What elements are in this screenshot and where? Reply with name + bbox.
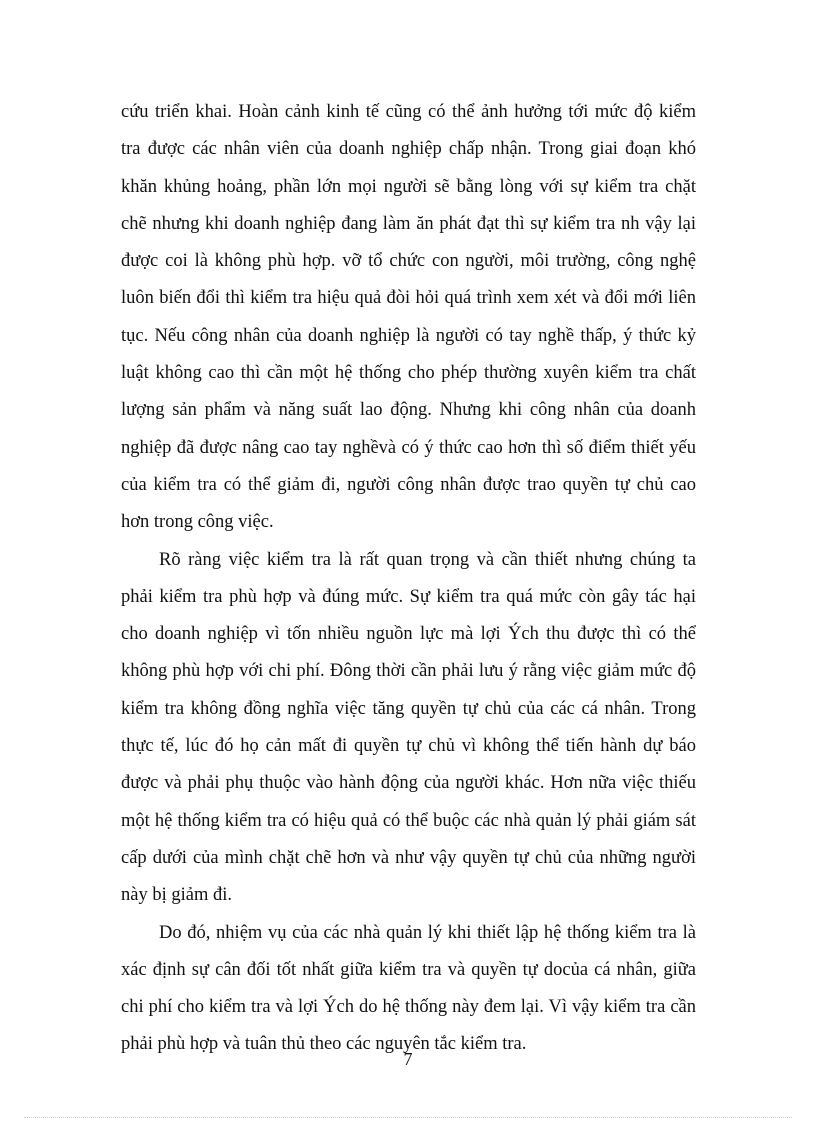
text-line: tục. Nếu công nhân của doanh nghiệp là người có tay nghề thấp, ý thức kỷ bbox=[121, 325, 696, 346]
text-line: lượng sản phẩm và năng suất lao động. Nhưng khi công nhân của doanh bbox=[121, 400, 696, 421]
text-line: phải kiểm tra phù hợp và đúng mức. Sự kiểm tra quá mức còn gây tác hại bbox=[121, 586, 696, 607]
text-line: một hệ thống kiểm tra có hiệu quả có thể buộc các nhà quản lý phải giám sát bbox=[121, 810, 696, 831]
text-line: cứu triển khai. Hoàn cảnh kinh tế cũng có thể ảnh hưởng tới mức độ kiểm bbox=[121, 102, 696, 122]
text-line: của kiểm tra có thể giảm đi, người công nhân được trao quyền tự chủ cao bbox=[121, 474, 696, 495]
text-line: hơn trong công việc. bbox=[121, 512, 274, 533]
text-line: khăn khủng hoảng, phần lớn mọi người sẽ bằng lòng với sự kiểm tra chặt bbox=[121, 176, 696, 197]
text-line: Do đó, nhiệm vụ của các nhà quản lý khi thiết lập hệ thống kiểm tra là bbox=[159, 922, 696, 943]
text-line: luôn biến đổi thì kiểm tra hiệu quả đòi hỏi quá trình xem xét và đổi mới liên bbox=[121, 288, 696, 309]
page-number: 7 bbox=[403, 1049, 413, 1069]
text-line: không phù hợp với chi phí. Đông thời cần phải lưu ý rằng việc giảm mức độ bbox=[121, 661, 696, 682]
page-bottom-border bbox=[24, 1117, 792, 1118]
text-line: chẽ nhưng khi doanh nghiệp đang làm ăn phát đạt thì sự kiểm tra nh vậy lại bbox=[121, 213, 696, 234]
text-line: Rõ ràng việc kiểm tra là rất quan trọng và cần thiết nhưng chúng ta bbox=[159, 549, 696, 570]
text-line: luật không cao thì cần một hệ thống cho phép thường xuyên kiểm tra chất bbox=[121, 363, 696, 384]
text-line: tra được các nhân viên của doanh nghiệp chấp nhận. Trong giai đoạn khó bbox=[121, 139, 696, 160]
text-line: được và phải phụ thuộc vào hành động của người khác. Hơn nữa việc thiếu bbox=[121, 773, 696, 794]
text-line: xác định sự cân đối tốt nhất giữa kiểm tra và quyền tự docủa cá nhân, giữa bbox=[121, 959, 696, 980]
text-line: được coi là không phù hợp. vỡ tổ chức con người, môi trường, công nghệ bbox=[121, 251, 696, 272]
text-line: cấp dưới của mình chặt chẽ hơn và như vậy quyền tự chủ của những người bbox=[121, 847, 696, 868]
text-line: chi phí cho kiểm tra và lợi Ých do hệ thống này đem lại. Vì vậy kiểm tra cần bbox=[121, 997, 696, 1018]
text-line: phải phù hợp và tuân thủ theo các nguyên tắc kiểm tra. bbox=[121, 1034, 527, 1055]
text-line: này bị giảm đi. bbox=[121, 885, 232, 906]
text-line: nghiệp đã được nâng cao tay nghềvà có ý thức cao hơn thì số điểm thiết yếu bbox=[121, 437, 696, 458]
body-text bbox=[121, 94, 696, 1064]
text-line: cho doanh nghiệp vì tốn nhiều nguồn lực mà lợi Ých thu được thì có thể bbox=[121, 624, 696, 645]
text-line: thực tế, lúc đó họ cản mất đi quyền tự chủ vì không thể tiến hành dự báo bbox=[121, 736, 696, 757]
text-line: kiểm tra không đồng nghĩa việc tăng quyền tự chủ của các cá nhân. Trong bbox=[121, 698, 696, 719]
